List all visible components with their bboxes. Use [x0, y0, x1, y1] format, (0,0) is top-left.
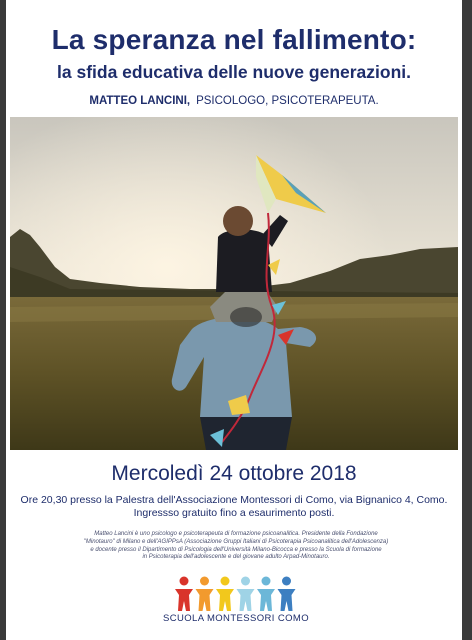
child-figure-icon: [237, 577, 255, 612]
poster-photo: [10, 117, 458, 450]
speaker-line: [6, 95, 462, 107]
event-details: [6, 494, 462, 520]
event-poster: [6, 0, 462, 640]
children-figures-icon: [174, 575, 298, 613]
event-date: Mercoledì 24 ottobre 2018: [111, 462, 357, 485]
event-details-line: Ingressso gratuito fino a esaurimento posti.: [133, 507, 335, 519]
school-name: SCUOLA MONTESSORI COMO: [162, 613, 310, 624]
bio-line: "Minotauro" di Milano e dell'AGIPPsA (Associazione Gruppi Italiani di Psicoterapia Psicoanalitica dell'Adolescenza): [83, 538, 389, 545]
child-figure-icon: [278, 577, 296, 612]
child-figure-icon: [196, 577, 214, 612]
child-figure-icon: [175, 577, 193, 612]
bio-line: in Psicoterapia dell'adolescente e del giovane adulto Arpad-Minotauro.: [142, 554, 330, 561]
speaker-name: MATTEO LANCINI,: [89, 95, 191, 107]
poster-title: La speranza nel fallimento:: [51, 24, 417, 55]
bio-line: e docente presso il Dipartimento di Psicologia dell'Università Milano-Bicocca e presso la Scuola di formazione: [90, 546, 382, 553]
bio-line: Matteo Lancini è uno psicologo e psicoterapeuta di formazione psicoanalitica. Presidente della Fondazione: [94, 531, 378, 537]
speaker-bio: [66, 531, 406, 562]
speaker-role: PSICOLOGO, PSICOTERAPEUTA.: [196, 95, 379, 107]
parent-child-kite-photo-icon: [10, 117, 458, 450]
event-details-line: Ore 20,30 presso la Palestra dell'Associazione Montessori di Como, via Bignanico 4, Como.: [20, 494, 448, 506]
poster-subtitle: la sfida educativa delle nuove generazioni.: [57, 62, 411, 82]
child-figure-icon: [257, 577, 275, 612]
child-figure-icon: [216, 577, 234, 612]
school-logo: [156, 575, 316, 631]
